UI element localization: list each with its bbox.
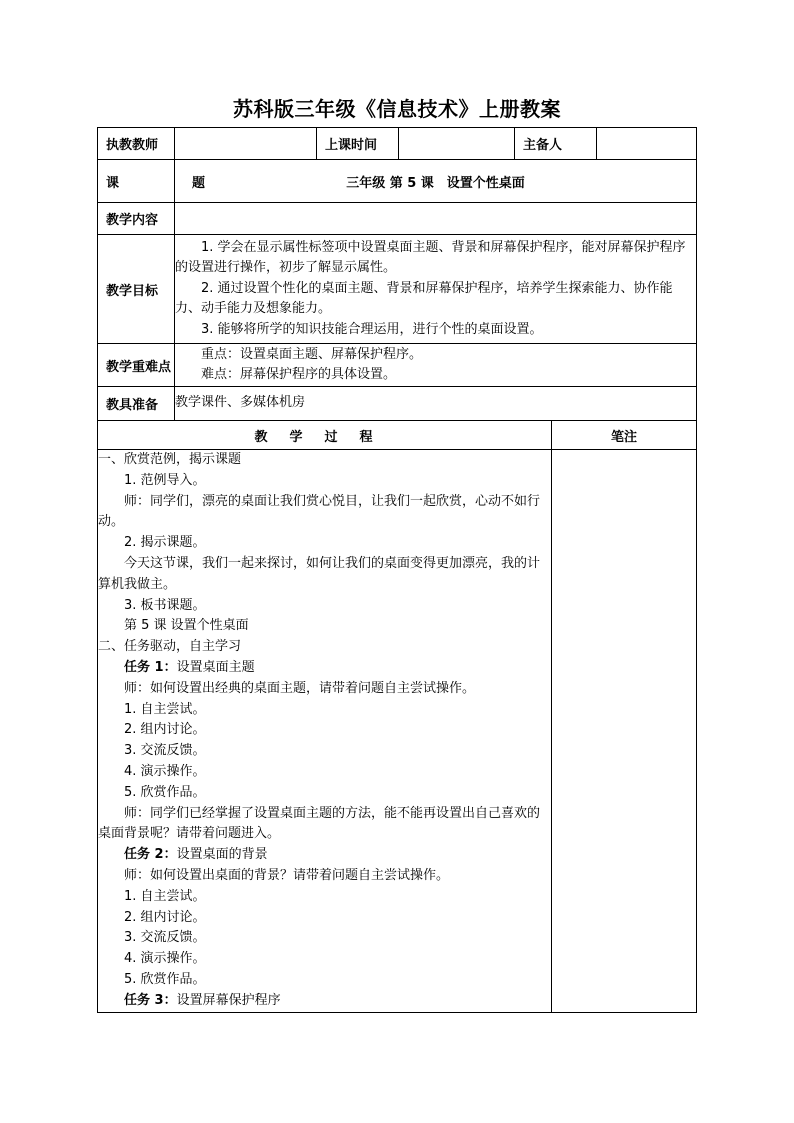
- time-label: 上课时间: [317, 128, 399, 160]
- teacher-value: [175, 128, 317, 160]
- difficulty-text: [175, 344, 697, 387]
- topic-label: 课 题: [98, 160, 175, 203]
- step: 4. 演示操作。: [124, 951, 206, 967]
- notes-header: 笔注: [552, 421, 697, 450]
- step: 1. 自主尝试。: [124, 888, 206, 904]
- task-label: 任务 2：: [124, 847, 177, 863]
- teacher-label: 执教教师: [98, 128, 175, 160]
- difficulty-label: 教学重难点: [98, 344, 175, 387]
- goals-text: [175, 235, 697, 344]
- tools-row: [98, 387, 697, 421]
- step: 2. 揭示课题。: [124, 535, 206, 551]
- key-point: 重点：设置桌面主题、屏幕保护程序。: [201, 346, 423, 362]
- content-row: [98, 203, 697, 235]
- time-value: [399, 128, 515, 160]
- task-name: 设置桌面主题: [176, 659, 255, 675]
- step: 1. 范例导入。: [124, 472, 206, 488]
- task-heading: [98, 845, 551, 866]
- task-name: 设置桌面的背景: [176, 847, 268, 863]
- section-heading: 二、任务驱动，自主学习: [98, 639, 242, 655]
- step: 3. 交流反馈。: [124, 930, 206, 946]
- goal-item: 2. 通过设置个性化的桌面主题、背景和屏幕保护程序，培养学生探索能力、协作能力、动手能力及想象能力。: [175, 280, 673, 317]
- task-name: 设置屏幕保护程序: [176, 992, 281, 1008]
- step: 3. 交流反馈。: [124, 743, 206, 759]
- paragraph: 今天这节课，我们一起来探讨，如何让我们的桌面变得更加漂亮，我的计算机我做主。: [98, 555, 541, 592]
- tools-label: 教具准备: [98, 387, 175, 421]
- process-header: 教学过程: [98, 421, 552, 450]
- step: 4. 演示操作。: [124, 763, 206, 779]
- paragraph: 师：如何设置出经典的桌面主题，请带着问题自主尝试操作。: [124, 680, 476, 696]
- section-heading: 一、欣赏范例，揭示课题: [98, 452, 242, 467]
- header-row: [98, 128, 697, 160]
- goal-item: 3. 能够将所学的知识技能合理运用，进行个性的桌面设置。: [201, 321, 543, 337]
- difficulty-row: [98, 344, 697, 387]
- task-heading: [98, 991, 551, 1012]
- task-label: 任务 1：: [124, 659, 177, 675]
- tools-value: 教学课件、多媒体机房: [175, 387, 697, 421]
- notes-cell: [552, 450, 697, 1013]
- page-title: 苏科版三年级《信息技术》上册教案: [233, 97, 561, 121]
- goals-label: 教学目标: [98, 235, 175, 344]
- step: 3. 板书课题。: [124, 597, 206, 613]
- topic-row: [98, 160, 697, 203]
- paragraph: 师：如何设置出桌面的背景？请带着问题自主尝试操作。: [124, 867, 450, 883]
- lesson-title: 三年级 第 5 课 设置个性桌面: [175, 160, 697, 203]
- step: 5. 欣赏作品。: [124, 971, 206, 987]
- content-label: 教学内容: [98, 203, 175, 235]
- step: 2. 组内讨论。: [124, 909, 206, 925]
- goal-item: 1. 学会在显示属性标签项中设置桌面主题、背景和屏幕保护程序，能对屏幕保护程序的设置进行操作，初步了解显示属性。: [175, 239, 686, 276]
- paragraph: 师：同学们已经掌握了设置桌面主题的方法，能不能再设置出自己喜欢的桌面背景呢？请带着问题进入。: [98, 805, 541, 842]
- process-header-row: [98, 421, 697, 450]
- hard-point: 难点：屏幕保护程序的具体设置。: [201, 367, 397, 382]
- step: 1. 自主尝试。: [124, 701, 206, 717]
- paragraph: 师：同学们，漂亮的桌面让我们赏心悦目，让我们一起欣赏，心动不如行动。: [98, 493, 541, 530]
- process-row: [98, 450, 697, 1013]
- task-label: 任务 3：: [124, 992, 177, 1008]
- process-body: [98, 450, 552, 1013]
- lesson-plan-table: [97, 127, 697, 1013]
- task-heading: [98, 658, 551, 679]
- step: 2. 组内讨论。: [124, 722, 206, 738]
- board-title: 第 5 课 设置个性桌面: [124, 618, 249, 634]
- step: 5. 欣赏作品。: [124, 784, 206, 800]
- goals-row: [98, 235, 697, 344]
- preparer-label: 主备人: [515, 128, 597, 160]
- preparer-value: [597, 128, 697, 160]
- content-value: [175, 203, 697, 235]
